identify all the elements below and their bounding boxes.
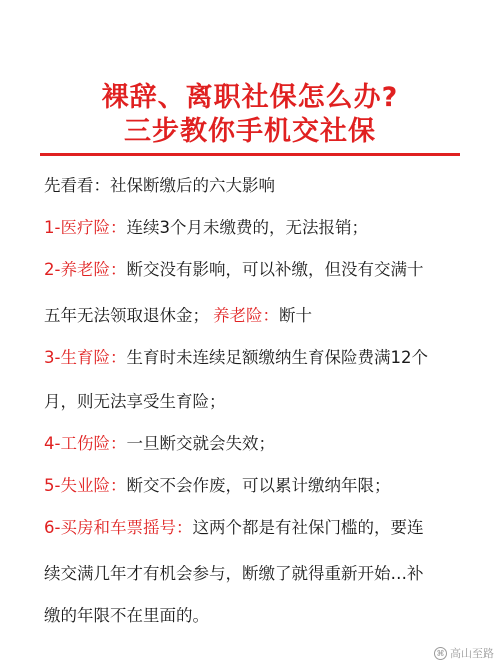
item-text: 断交没有影响，可以补缴，但没有交满十: [126, 260, 424, 279]
item-pension-cont: [44, 304, 484, 328]
item-label: 3-生育险：: [44, 348, 127, 367]
item-label: 2-养老险：: [44, 260, 127, 279]
item-text: 五年无法领取退休金；: [44, 306, 209, 325]
watermark: [434, 645, 494, 661]
item-maternity: [44, 346, 484, 370]
item-medical: [44, 216, 484, 240]
item-text: 生育时未连续足额缴纳生育保险费满12个: [126, 348, 428, 367]
item-maternity-cont: [44, 390, 484, 414]
item-housing-lottery: [44, 516, 484, 540]
intro-text: 先看看：社保断缴后的六大影响: [44, 176, 275, 195]
item-label: 6-买房和车票摇号：: [44, 518, 193, 537]
item-label: 4-工伤险：: [44, 434, 127, 453]
item-text: 续交满几年才有机会参与，断缴了就得重新开始…补: [44, 564, 424, 583]
item-text: 一旦断交就会失效；: [126, 434, 275, 453]
item-injury: [44, 432, 484, 456]
page-title-line-1: 裸辞、离职社保怎么办?: [101, 82, 399, 113]
item-text: 断交不会作废，可以累计缴纳年限；: [126, 476, 391, 495]
item-unemployment: [44, 474, 484, 498]
item-text: 缴的年限不在里面的。: [44, 606, 209, 625]
item-housing-lottery-cont: [44, 562, 484, 586]
item-text: 这两个都是有社保门槛的，要连: [192, 518, 424, 537]
overlay-label: 养老险：: [213, 306, 279, 325]
item-pension: [44, 258, 484, 282]
app-logo-icon: ⌘: [434, 647, 447, 660]
item-label: 5-失业险：: [44, 476, 127, 495]
title-divider: [40, 153, 460, 156]
item-housing-lottery-cont: [44, 604, 484, 628]
item-label: 1-医疗险：: [44, 218, 127, 237]
item-text: 连续3个月未缴费的，无法报销；: [126, 218, 368, 237]
watermark-text: 高山至路: [450, 647, 494, 660]
page-title-line-2: 三步教你手机交社保: [124, 116, 376, 147]
item-text: 月，则无法享受生育险；: [44, 392, 226, 411]
overlay-text: 断十: [279, 306, 312, 325]
